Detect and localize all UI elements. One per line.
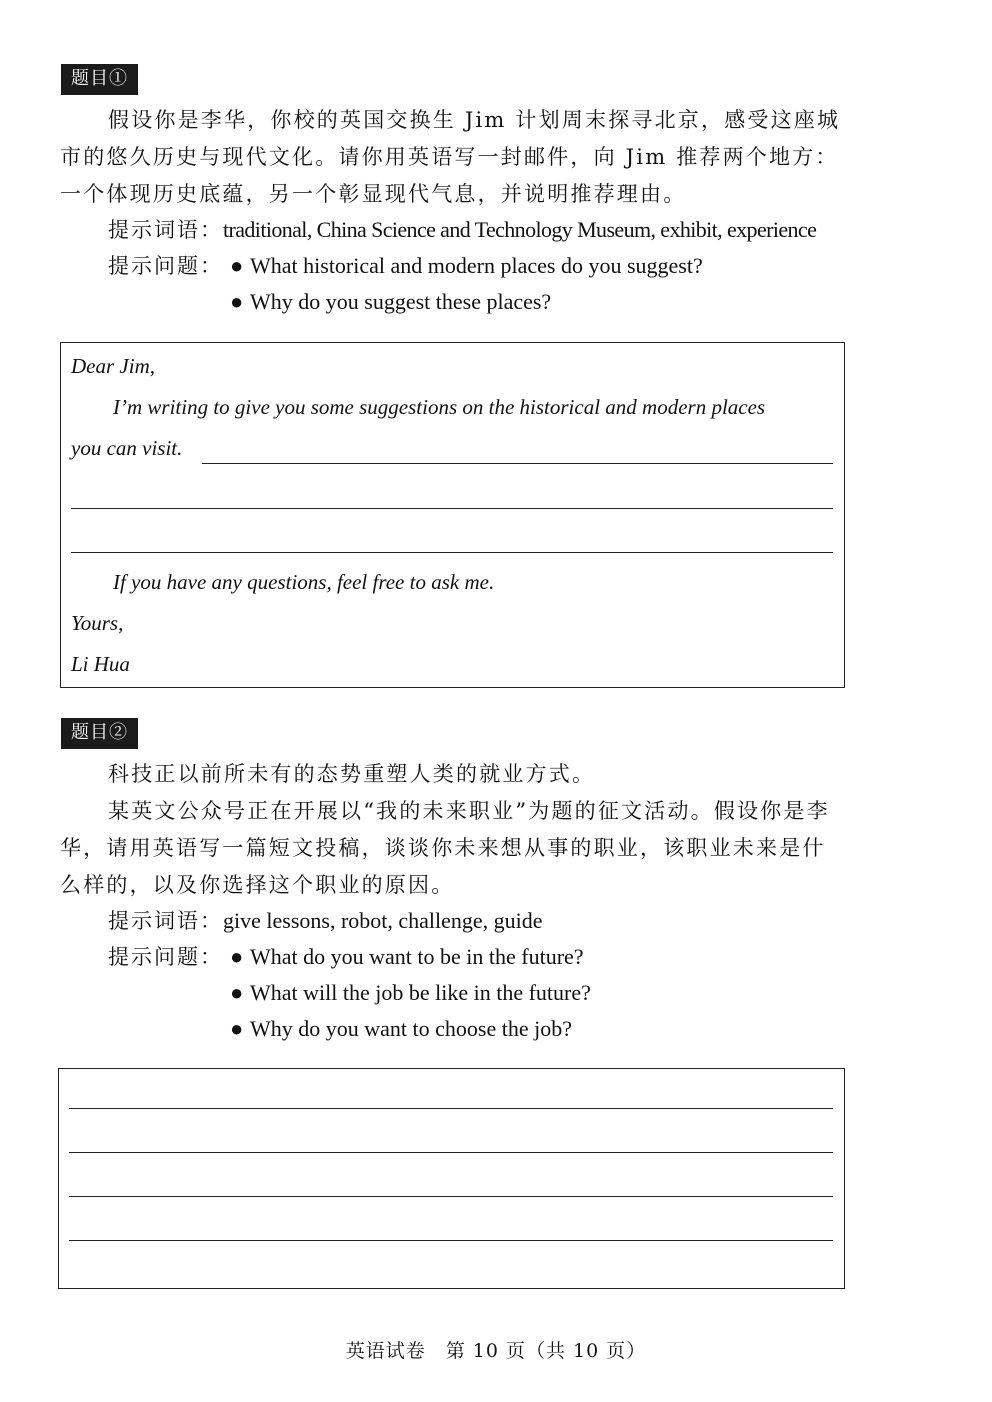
task2-question-2 — [230, 975, 591, 1011]
task1-keywords — [108, 212, 816, 248]
keywords-text: traditional, China Science and Technology Museum, exhibit, experience — [223, 217, 817, 242]
writing-line[interactable] — [202, 463, 833, 464]
bullet-icon: ● — [230, 289, 244, 314]
questions-label: 提示问题： — [108, 254, 223, 278]
writing-line[interactable] — [69, 1196, 833, 1197]
letter-opening-2: you can visit. — [71, 436, 183, 460]
question-text: What will the job be like in the future? — [250, 980, 591, 1005]
letter-greeting: Dear Jim, — [71, 354, 155, 378]
keywords-text: give lessons, robot, challenge, guide — [223, 908, 543, 933]
task2-tag: 题目② — [61, 718, 138, 749]
task1-prompt: 假设你是李华，你校的英国交换生 Jim 计划周末探寻北京，感受这座城市的悠久历史与现代文化。请你用英语写一封邮件，向 Jim 推荐两个地方：一个体现历史底蕴，另一个彰显现代气息，并说明推荐理由。 — [60, 108, 841, 206]
task1-tag: 题目① — [61, 64, 138, 95]
task1-question-1 — [230, 248, 703, 284]
bullet-icon: ● — [230, 1016, 244, 1041]
task2-question-3 — [230, 1011, 572, 1047]
question-text: Why do you suggest these places? — [250, 289, 552, 314]
letter-opening-1: I’m writing to give you some suggestions on the historical and modern places — [113, 395, 766, 419]
writing-line[interactable] — [69, 1108, 833, 1109]
writing-line[interactable] — [69, 1152, 833, 1153]
task2-answer-box — [58, 1068, 845, 1289]
keywords-label: 提示词语： — [108, 218, 223, 242]
task1-answer-box — [60, 342, 845, 688]
task1-question-2 — [230, 284, 551, 320]
keywords-label: 提示词语： — [108, 909, 223, 933]
writing-line[interactable] — [71, 508, 833, 509]
bullet-icon: ● — [230, 253, 244, 278]
question-text: Why do you want to choose the job? — [250, 1016, 572, 1041]
writing-line[interactable] — [71, 552, 833, 553]
page-footer: 英语试卷 第 10 页（共 10 页） — [345, 1340, 647, 1362]
task1-questions-label — [108, 248, 223, 284]
bullet-icon: ● — [230, 944, 244, 969]
task2-keywords — [108, 903, 543, 939]
question-text: What do you want to be in the future? — [250, 944, 584, 969]
task2-questions-label — [108, 939, 223, 975]
task2-intro: 科技正以前所未有的态势重塑人类的就业方式。 — [108, 762, 596, 786]
letter-closing: If you have any questions, feel free to ask me. — [113, 570, 495, 594]
questions-label: 提示问题： — [108, 945, 223, 969]
task2-prompt: 某英文公众号正在开展以“我的未来职业”为题的征文活动。假设你是李华，请用英语写一篇短文投稿，谈谈你未来想从事的职业，该职业未来是什么样的，以及你选择这个职业的原因。 — [60, 799, 830, 897]
letter-signoff: Yours, — [71, 611, 124, 635]
question-text: What historical and modern places do you suggest? — [250, 253, 703, 278]
letter-signature: Li Hua — [71, 652, 130, 676]
bullet-icon: ● — [230, 980, 244, 1005]
writing-line[interactable] — [69, 1240, 833, 1241]
task2-question-1 — [230, 939, 584, 975]
